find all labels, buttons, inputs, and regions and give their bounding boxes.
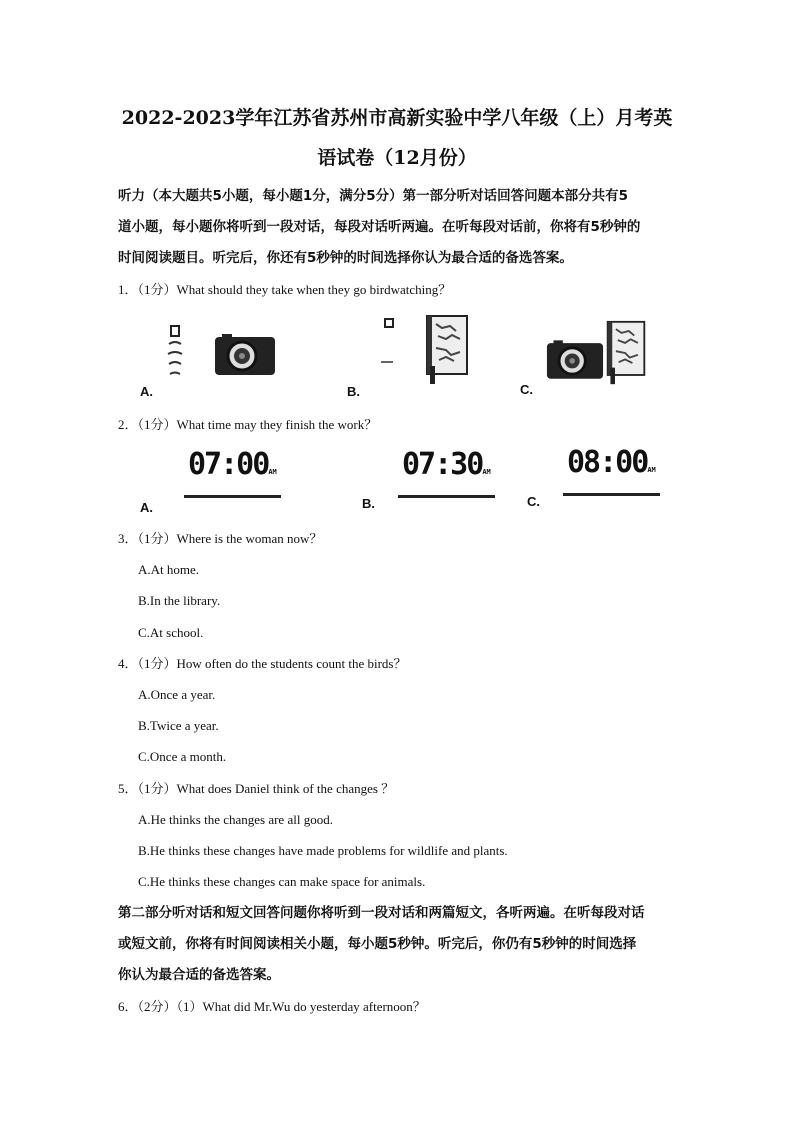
clock-am-c: AM <box>647 466 656 474</box>
clock-time-c: 08:00 <box>567 445 648 480</box>
section1-intro-line2: 道小题，每小题你将听到一段对话，每段对话听两遍。在听每段对话前，你将有5秒钟的 <box>118 219 641 235</box>
section2-intro-line2: 或短文前，你将有时间阅读相关小题，每小题5秒钟。听完后，你仍有5秒钟的时间选择 <box>118 936 637 952</box>
q3-option-a: A.At home. <box>138 562 200 577</box>
section1-intro-line1: 听力（本大题共5小题，每小题1分，满分5分）第一部分听对话回答问题本部分共有5 <box>118 188 629 204</box>
q3-option-b: B.In the library. <box>138 593 221 608</box>
q1-option-c-label: C. <box>520 382 533 397</box>
notebook-icon <box>604 320 648 386</box>
q5-option-a: A.He thinks the changes are all good. <box>138 812 333 827</box>
q2-option-c-label: C. <box>527 494 540 509</box>
section2-intro-line3: 你认为最合适的备选答案。 <box>118 967 280 983</box>
question-2: 2．（1分）What time may they finish the work？ <box>118 417 378 432</box>
camera-icon <box>214 334 276 376</box>
q5-option-c: C.He thinks these changes can make space for animals. <box>138 874 426 889</box>
clock-am-b: AM <box>482 468 491 476</box>
question-5: 5．（1分）What does Daniel think of the changes ？ <box>118 781 395 796</box>
q1-option-a-label: A. <box>140 384 153 399</box>
clock-time-b: 07:30 <box>402 447 483 482</box>
page-title: 2022-2023学年江苏省苏州市高新实验中学八年级（上）月考英 <box>121 107 673 129</box>
clock-display-c <box>563 445 660 496</box>
question-3: 3．（1分）Where is the woman now？ <box>118 531 323 546</box>
q4-option-b: B.Twice a year. <box>138 718 219 733</box>
q2-option-b-label: B. <box>362 496 375 511</box>
question-1: 1．（1分）What should they take when they go birdwatching？ <box>118 282 452 297</box>
q4-option-c: C.Once a month. <box>138 749 227 764</box>
clock-am-a: AM <box>268 468 277 476</box>
page-title-line2: 语试卷（12月份） <box>317 147 477 169</box>
notebook-icon <box>424 314 470 386</box>
q3-option-c: C.At school. <box>138 625 204 640</box>
clock-display-a <box>184 447 281 498</box>
q5-option-b: B.He thinks these changes have made problems for wildlife and plants. <box>138 843 508 858</box>
question-4: 4．（1分）How often do the students count the birds？ <box>118 656 407 671</box>
q4-option-a: A.Once a year. <box>138 687 216 702</box>
camera-icon <box>546 340 604 380</box>
q1-option-b-label: B. <box>347 384 360 399</box>
binoculars-icon <box>160 322 190 380</box>
clock-time-a: 07:00 <box>188 447 269 482</box>
q2-option-a-label: A. <box>140 500 153 515</box>
section2-intro-line1: 第二部分听对话和短文回答问题你将听到一段对话和两篇短文，各听两遍。在听每段对话 <box>118 905 645 921</box>
section1-intro-line3: 时间阅读题目。听完后，你还有5秒钟的时间选择你认为最合适的备选答案。 <box>118 250 573 266</box>
question-6: 6．（2分）（1）What did Mr.Wu do yesterday afternoon？ <box>118 999 426 1014</box>
binoculars-icon <box>378 316 400 368</box>
clock-display-b <box>398 447 495 498</box>
